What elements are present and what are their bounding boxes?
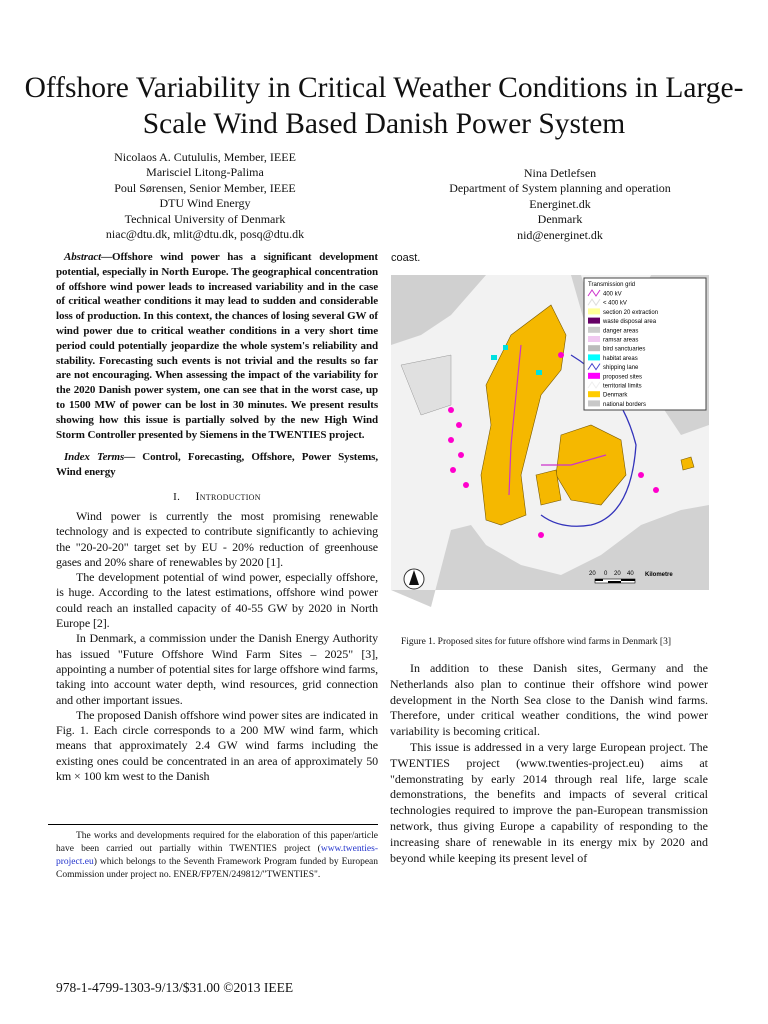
left-column	[56, 250, 378, 784]
scale-tick: 0	[604, 571, 608, 577]
author-line: Poul Sørensen, Senior Member, IEEE	[114, 180, 296, 195]
legend-label: bird sanctuaries	[603, 346, 646, 353]
denmark-wind-farm-map	[391, 275, 709, 607]
legend-label: section 20 extraction	[603, 309, 659, 316]
legend-label: danger areas	[603, 328, 639, 335]
affiliation-line: DTU Wind Energy	[159, 196, 251, 211]
index-terms-text: — Control, Forecasting, Offshore, Power Systems, Wind energy	[56, 451, 378, 479]
legend-swatch	[588, 336, 600, 342]
legend-label: 400 kV	[603, 291, 622, 298]
footnote-text: The works and developments required for the elaboration of this paper/article have been carried out partially within TWENTIES project (	[56, 831, 378, 854]
section-title: Introduction	[195, 488, 261, 503]
legend-label: habitat areas	[603, 355, 638, 362]
section-heading	[56, 488, 378, 505]
author-line: Nina Detlefsen	[523, 166, 597, 180]
affiliation-line: Denmark	[537, 212, 583, 227]
legend-swatch	[588, 318, 600, 324]
affiliation-line: Technical University of Denmark	[124, 211, 286, 226]
email-line: nid@energinet.dk	[517, 227, 603, 242]
paragraph: In addition to these Danish sites, Germany and the Netherlands also plan to continue their offshore wind power development in the North Sea close to the Danish wind farms. Therefore, under critical weather conditions, the wind power variability is becoming critical.	[390, 661, 708, 739]
legend-label: ramsar areas	[603, 337, 639, 344]
paragraph: The proposed Danish offshore wind power sites are indicated in Fig. 1. Each circle corresponds to a 200 MW wind farm, which means that approximately 2.4 GW wind farms including the existing ones could be concentrated in an area of approximately 50 km × 100 km west to the Danish	[56, 707, 378, 783]
author-line: Nicolaos A. Cutululis, Member, IEEE	[114, 150, 296, 164]
legend-swatch	[588, 327, 600, 333]
continued-text: coast.	[391, 252, 421, 264]
scale-tick: 20	[614, 571, 621, 577]
scale-tick: 20	[589, 571, 596, 577]
copyright-line: 978-1-4799-1303-9/13/$31.00 ©2013 IEEE	[56, 980, 294, 995]
authors-right	[410, 166, 710, 243]
paragraph: Wind power is currently the most promising renewable technology and is expected to contribute significantly to achieving the "20-20-20" target set by EU - 20% reduction of greenhouse gases and 20% share of renewables by 2020 [1].	[56, 508, 378, 569]
authors-left	[70, 150, 340, 242]
legend-swatch	[588, 308, 600, 314]
north-arrow-icon	[404, 569, 424, 589]
legend-swatch	[588, 345, 600, 351]
index-terms	[56, 450, 378, 480]
legend-label: territorial limits	[603, 383, 642, 390]
legend-swatch	[588, 354, 600, 360]
legend-label: < 400 kV	[603, 300, 627, 307]
legend-label: shipping lane	[603, 365, 639, 372]
legend-swatch	[588, 391, 600, 397]
email-line: niac@dtu.dk, mlit@dtu.dk, posq@dtu.dk	[105, 227, 305, 242]
legend-label: national borders	[603, 401, 647, 408]
legend-swatch	[588, 373, 600, 379]
legend-swatch	[588, 400, 600, 406]
footnote-divider	[48, 824, 378, 825]
index-terms-label: Index Terms	[64, 451, 125, 464]
scale-unit: Kilometre	[645, 572, 673, 578]
legend-label: waste disposal area	[603, 319, 657, 326]
paper-title: Offshore Variability in Critical Weather Conditions in Large-Scale Wind Based Danish Power System	[24, 72, 744, 140]
footnote	[56, 824, 378, 882]
author-line: Marisciel Litong-Palima	[146, 165, 264, 180]
abstract-label: Abstract	[64, 251, 102, 263]
affiliation-line: Energinet.dk	[529, 196, 591, 211]
abstract-text: —Offshore wind power has a significant development potential, especially in North Europe. The geographical concentration of offshore wind power leads to increased variability and in the case of critical weather conditions it may lead to sudden and considerable loss of production. In this context, the chances of losing several GW of wind power due to critical weather conditions in a very short time period could potentially jeopardize the whole system's reliability and stability. Forecasting such events is not trivial and the results so far are not encouraging. When assessing the impact of the variability for the 2020 Danish power system, one can see that in the worst case, up to 1500 MW of power can be lost in 30 minutes. We present results showing how this issue is partially solved by the new High Wind Storm Controller presented by Siemens in the TWENTIES project.	[56, 251, 378, 441]
abstract	[56, 250, 378, 442]
legend-title: Transmission grid	[588, 282, 636, 288]
project-link[interactable]: www.twenties-project.eu	[56, 844, 378, 867]
legend-label: Denmark	[603, 392, 628, 399]
paragraph: In Denmark, a commission under the Danish Energy Authority has issued "Future Offshore Wind Farm Sites – 2025" [3], appointing a number of potential sites for large offshore wind farms, taking into account water depth, wind resources, grid connection and other important issues.	[56, 631, 378, 707]
affiliation-line: Department of System planning and operation	[449, 181, 671, 196]
scale-tick: 40	[627, 571, 634, 577]
footnote-text: ) which belongs to the Seventh Framework Program funded by European Commission under project no. ENER/FP7EN/249812/"TWENTIES".	[56, 857, 378, 880]
legend-label: proposed sites	[603, 374, 643, 381]
paragraph: The development potential of wind power, especially offshore, is huge. According to the latest estimations, offshore wind power could reach an installed capacity of 40-55 GW by 2020 in North Europe [2].	[56, 570, 378, 631]
figure-caption: Figure 1. Proposed sites for future offshore wind farms in Denmark [3]	[401, 637, 671, 647]
section-number: I.	[173, 490, 181, 503]
right-column	[390, 661, 708, 866]
paragraph: This issue is addressed in a very large European project. The TWENTIES project (www.twenties-project.eu) aims at "demonstrating by early 2014 through real life, large scale demonstrations, the benefits and impacts of several critical technologies required to improve the pan-European transmission network, thus giving Europe a capability of responding to the increasing share of renewable in its energy mix by 2020 and beyond while keeping its present level of	[390, 739, 708, 865]
map-legend	[584, 278, 706, 410]
